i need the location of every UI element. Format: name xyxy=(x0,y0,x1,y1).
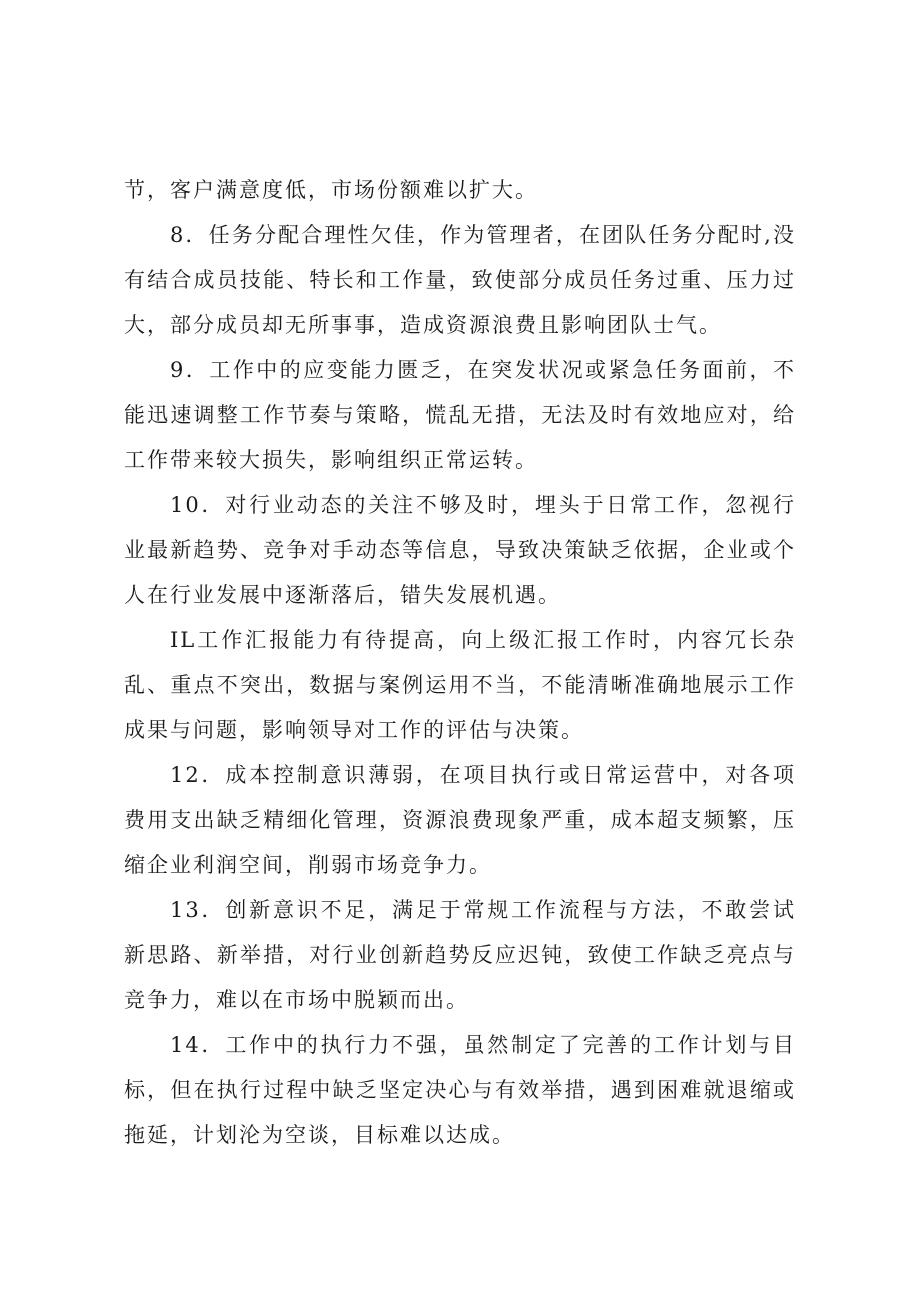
paragraph-item-9: 9．工作中的应变能力匮乏，在突发状况或紧急任务面前，不能迅速调整工作节奏与策略，慌乱无措，无法及时有效地应对，给工作带来较大损失，影响组织正常运转。 xyxy=(124,358,796,472)
paragraph-continuation: 节，客户满意度低，市场份额难以扩大。 xyxy=(124,178,538,202)
paragraph-item-14: 14．工作中的执行力不强，虽然制定了完善的工作计划与目标，但在执行过程中缺乏坚定决心与有效举措，遇到困难就退缩或拖延，计划沦为空谈，目标难以达成。 xyxy=(124,1033,796,1147)
paragraph-item-11: IL工作汇报能力有待提高，向上级汇报工作时，内容冗长杂乱、重点不突出，数据与案例运用不当，不能清晰准确地展示工作成果与问题，影响领导对工作的评估与决策。 xyxy=(124,628,796,742)
paragraph-item-8: 8．任务分配合理性欠佳，作为管理者，在团队任务分配时,没有结合成员技能、特长和工作量，致使部分成员任务过重、压力过大，部分成员却无所事事，造成资源浪费且影响团队士气。 xyxy=(124,223,796,337)
paragraph-item-10: 10．对行业动态的关注不够及时，埋头于日常工作，忽视行业最新趋势、竞争对手动态等信息，导致决策缺乏依据，企业或个人在行业发展中逐渐落后，错失发展机遇。 xyxy=(124,493,796,607)
document-body xyxy=(124,168,796,1158)
paragraph-item-13: 13．创新意识不足，满足于常规工作流程与方法，不敢尝试新思路、新举措，对行业创新趋势反应迟钝，致使工作缺乏亮点与竞争力，难以在市场中脱颖而出。 xyxy=(124,898,796,1012)
paragraph-item-12: 12．成本控制意识薄弱，在项目执行或日常运营中，对各项费用支出缺乏精细化管理，资源浪费现象严重，成本超支频繁，压缩企业利润空间，削弱市场竞争力。 xyxy=(124,763,796,877)
